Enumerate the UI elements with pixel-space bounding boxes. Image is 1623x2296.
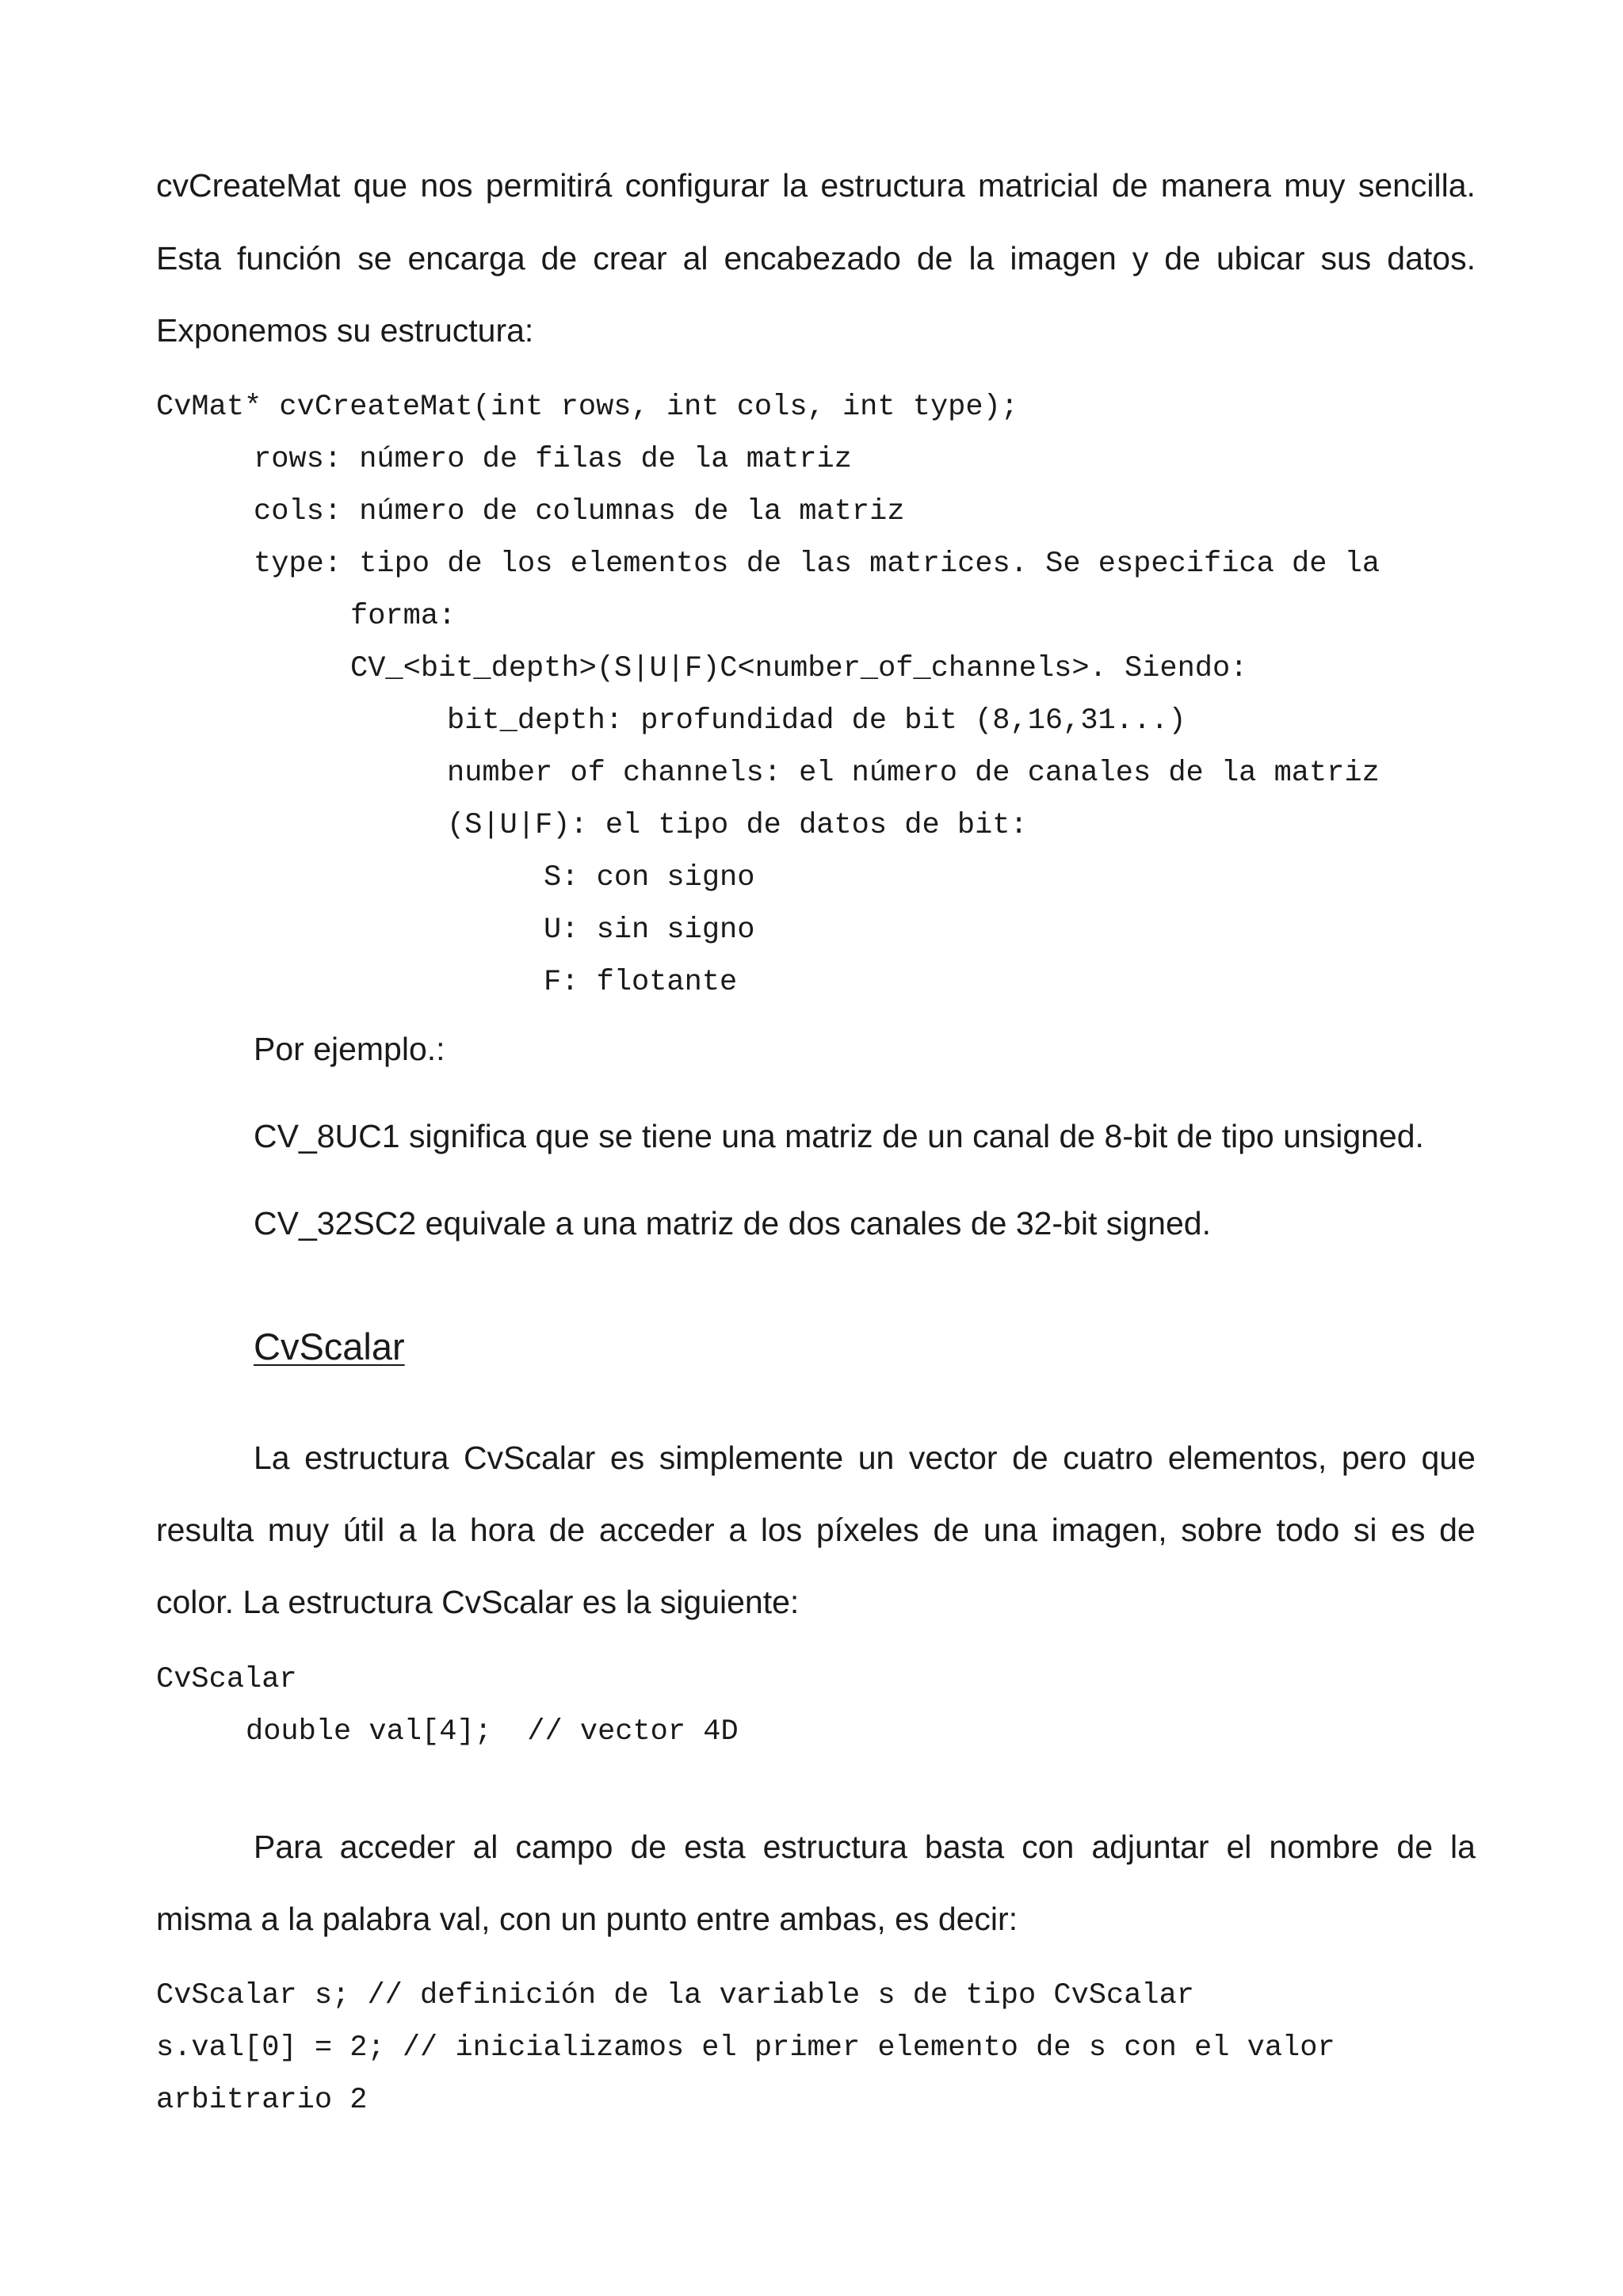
code-forma: forma: <box>350 600 456 633</box>
paragraph-1-line-3: Exponemos su estructura: <box>156 312 534 349</box>
code-val-array: double val[4]; // vector 4D <box>246 1715 739 1749</box>
code-declaration: CvScalar s; // definición de la variable s de tipo CvScalar <box>156 1979 1195 2012</box>
examples-intro: Por ejemplo.: <box>254 1031 445 1067</box>
code-format: CV_<bit_depth>(S|U|F)C<number_of_channels>. Siendo: <box>350 652 1248 685</box>
paragraph-2-line-1: La estructura CvScalar es simplemente un vector de cuatro elementos, pero que <box>254 1440 1476 1476</box>
code-cvscalar: CvScalar <box>156 1663 297 1696</box>
section-heading: CvScalar <box>254 1325 405 1367</box>
code-u: U: sin signo <box>544 913 755 947</box>
paragraph-1-line-2: Esta función se encarga de crear al encabezado de la imagen y de ubicar sus datos. <box>156 240 1476 277</box>
paragraph-2-line-3: color. La estructura CvScalar es la siguiente: <box>156 1584 800 1620</box>
code-type: type: tipo de los elementos de las matrices. Se especifica de la <box>254 547 1381 581</box>
paragraph-3-line-2: misma a la palabra val, con un punto entre ambas, es decir: <box>156 1901 1018 1937</box>
paragraph-3-line-1: Para acceder al campo de esta estructura basta con adjuntar el nombre de la <box>254 1829 1476 1865</box>
paragraph-2-line-2: resulta muy útil a la hora de acceder a los píxeles de una imagen, sobre todo si es de <box>156 1512 1476 1548</box>
code-cols: cols: número de columnas de la matriz <box>254 495 905 528</box>
example-2: CV_32SC2 equivale a una matriz de dos canales de 32-bit signed. <box>254 1205 1211 1241</box>
code-bit-depth: bit_depth: profundidad de bit (8,16,31...) <box>447 704 1186 738</box>
code-initialization-cont: arbitrario 2 <box>156 2084 368 2117</box>
code-initialization: s.val[0] = 2; // inicializamos el primer elemento de s con el valor <box>156 2031 1335 2065</box>
code-number-of-channels: number of channels: el número de canales de la matriz <box>447 757 1380 790</box>
code-s: S: con signo <box>544 861 755 894</box>
code-suf: (S|U|F): el tipo de datos de bit: <box>447 809 1028 842</box>
code-signature: CvMat* cvCreateMat(int rows, int cols, int type); <box>156 391 1018 424</box>
paragraph-1-line-1: cvCreateMat que nos permitirá configurar la estructura matricial de manera muy sencilla. <box>156 167 1476 204</box>
example-1: CV_8UC1 significa que se tiene una matriz de un canal de 8-bit de tipo unsigned. <box>254 1118 1424 1154</box>
code-rows: rows: número de filas de la matriz <box>254 443 852 476</box>
code-f: F: flotante <box>544 966 738 999</box>
